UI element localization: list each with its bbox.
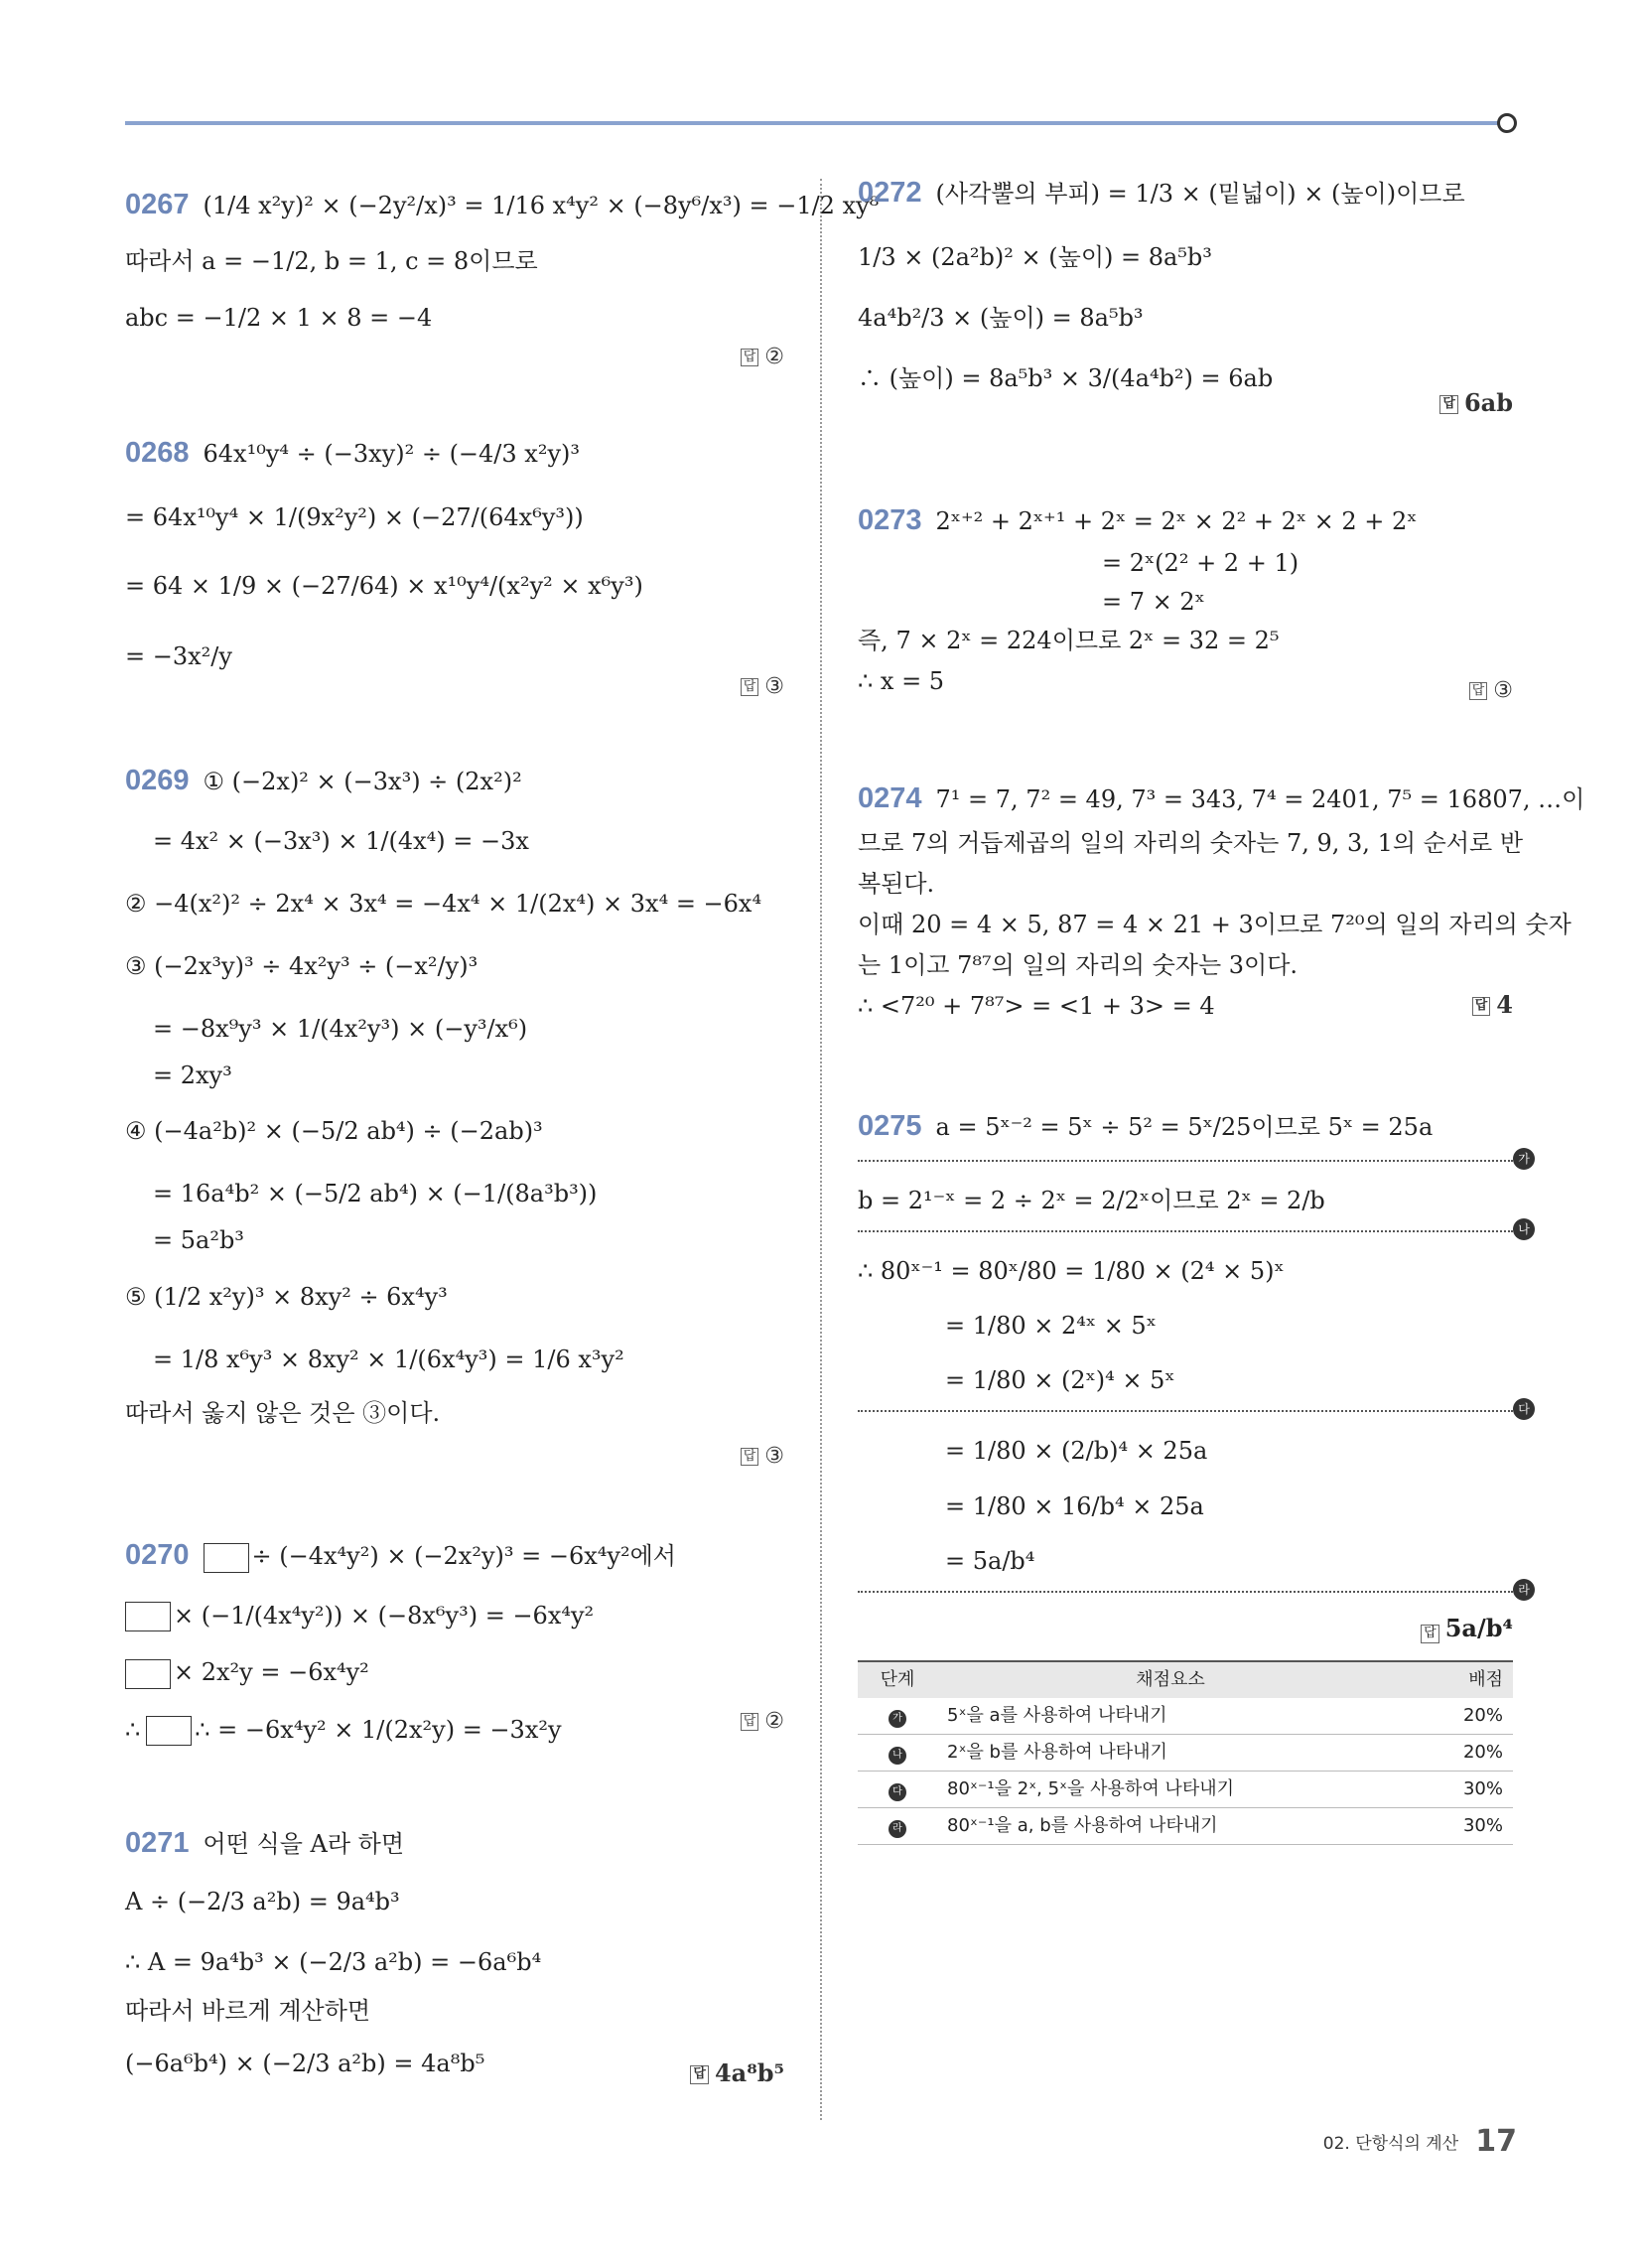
header-criterion: 채점요소 bbox=[937, 1661, 1404, 1697]
solution-line: ∴ = −6x⁴y² × 1/(2x²y) = −3x²y bbox=[195, 1715, 562, 1744]
problem-number: 0268 bbox=[125, 437, 190, 469]
answer bbox=[741, 1443, 784, 1472]
solution-line: = 5a²b³ bbox=[153, 1226, 244, 1254]
criterion: 80ˣ⁻¹을 2ˣ, 5ˣ을 사용하여 나타내기 bbox=[937, 1771, 1404, 1807]
answer-value: ② bbox=[764, 345, 784, 369]
chapter-title: 02. 단항식의 계산 bbox=[1322, 2134, 1459, 2154]
criterion: 2ˣ을 b를 사용하여 나타내기 bbox=[937, 1734, 1404, 1771]
criterion: 5ˣ을 a를 사용하여 나타내기 bbox=[937, 1698, 1404, 1735]
answer-mark: 답 bbox=[1469, 682, 1488, 701]
answer-value: 4a⁸b⁵ bbox=[714, 2058, 784, 2087]
problem-number: 0272 bbox=[858, 177, 922, 209]
problem-number: 0271 bbox=[125, 1827, 190, 1859]
solution-line: 즉, 7 × 2ˣ = 224이므로 2ˣ = 32 = 2⁵ bbox=[858, 627, 1280, 655]
page-footer bbox=[1323, 2124, 1517, 2159]
solution-line: ∴ <7²⁰ + 7⁸⁷> = <1 + 3> = 4 bbox=[858, 992, 1215, 1021]
answer bbox=[741, 344, 784, 372]
right-column bbox=[858, 169, 1585, 1845]
solution-line: × 2x²y = −6x⁴y² bbox=[174, 1658, 369, 1687]
step-label: 가 bbox=[889, 1710, 906, 1728]
answer-mark: 답 bbox=[741, 349, 759, 367]
step-divider bbox=[858, 1151, 1530, 1166]
solution-line: ⑤ (1/2 x²y)³ × 8xy² ÷ 6x⁴y³ bbox=[125, 1283, 448, 1312]
solution-line: 따라서 옳지 않은 것은 ③이다. bbox=[125, 1398, 441, 1427]
problem-number: 0270 bbox=[125, 1539, 190, 1571]
solution-line: 4a⁴b²/3 × (높이) = 8a⁵b³ bbox=[858, 303, 1144, 332]
blank-box bbox=[125, 1602, 171, 1631]
table-row bbox=[858, 1807, 1513, 1844]
problem-number: 0274 bbox=[858, 782, 922, 814]
points: 20% bbox=[1404, 1734, 1513, 1771]
answer-mark: 답 bbox=[741, 678, 759, 697]
solution-line: (1/4 x²y)² × (−2y²/x)³ = 1/16 x⁴y² × (−8y⁶/x³) = −1/2 xy⁸ bbox=[203, 192, 880, 219]
solution-line: abc = −1/2 × 1 × 8 = −4 bbox=[125, 303, 433, 332]
solution-line: 므로 7의 거듭제곱의 일의 자리의 숫자는 7, 9, 3, 1의 순서로 반 bbox=[858, 828, 1524, 857]
solution-line: ∴ 80ˣ⁻¹ = 80ˣ/80 = 1/80 × (2⁴ × 5)ˣ bbox=[858, 1256, 1285, 1285]
solution-line: 2ˣ⁺² + 2ˣ⁺¹ + 2ˣ = 2ˣ × 2² + 2ˣ × 2 + 2ˣ bbox=[935, 507, 1418, 535]
problem-0267 bbox=[125, 187, 880, 415]
problem-number: 0275 bbox=[858, 1110, 922, 1142]
step-label: 라 bbox=[1513, 1579, 1535, 1601]
left-column bbox=[125, 169, 880, 2103]
problem-0274 bbox=[858, 780, 1585, 1108]
criterion: 80ˣ⁻¹을 a, b를 사용하여 나타내기 bbox=[937, 1807, 1404, 1844]
table-row bbox=[858, 1698, 1513, 1735]
problem-0272 bbox=[858, 175, 1513, 502]
solution-line: 7¹ = 7, 7² = 49, 7³ = 343, 7⁴ = 2401, 7⁵ = 16807, …이 bbox=[935, 785, 1585, 813]
solution-line: = 1/80 × 16/b⁴ × 25a bbox=[945, 1491, 1204, 1520]
header-rule bbox=[125, 121, 1505, 125]
header-points: 배점 bbox=[1404, 1661, 1513, 1697]
solution-line: 는 1이고 7⁸⁷의 일의 자리의 숫자는 3이다. bbox=[858, 951, 1299, 980]
solution-line: 따라서 a = −1/2, b = 1, c = 8이므로 bbox=[125, 246, 538, 275]
solution-line: ③ (−2x³y)³ ÷ 4x²y³ ÷ (−x²/y)³ bbox=[125, 952, 479, 981]
solution-line: 1/3 × (2a²b)² × (높이) = 8a⁵b³ bbox=[858, 242, 1212, 271]
answer-row bbox=[858, 1613, 1513, 1644]
problem-0273 bbox=[858, 502, 1513, 780]
solution-line: b = 2¹⁻ˣ = 2 ÷ 2ˣ = 2/2ˣ이므로 2ˣ = 2/b bbox=[858, 1186, 1325, 1214]
solution-line: ④ (−4a²b)² × (−5/2 ab⁴) ÷ (−2ab)³ bbox=[125, 1116, 543, 1145]
step-label: 나 bbox=[1513, 1218, 1535, 1240]
solution-line: a = 5ˣ⁻² = 5ˣ ÷ 5² = 5ˣ/25이므로 5ˣ = 25a bbox=[935, 1113, 1434, 1141]
solution-line: = 7 × 2ˣ bbox=[1102, 587, 1205, 616]
solution-line: ② −4(x²)² ÷ 2x⁴ × 3x⁴ = −4x⁴ × 1/(2x⁴) × 3x⁴ = −6x⁴ bbox=[125, 889, 762, 918]
header-rule-dot bbox=[1497, 113, 1517, 133]
problem-0275 bbox=[858, 1108, 1530, 1845]
solution-line: 따라서 바르게 계산하면 bbox=[125, 1997, 371, 2026]
points: 20% bbox=[1404, 1698, 1513, 1735]
solution-line: = 16a⁴b² × (−5/2 ab⁴) × (−1/(8a³b³)) bbox=[153, 1179, 598, 1207]
step-label: 다 bbox=[1513, 1398, 1535, 1420]
answer bbox=[741, 673, 784, 702]
answer-mark: 답 bbox=[690, 2065, 709, 2084]
solution-line: = 5a/b⁴ bbox=[945, 1546, 1035, 1575]
solution-line: 64x¹⁰y⁴ ÷ (−3xy)² ÷ (−4/3 x²y)³ bbox=[203, 440, 580, 468]
problem-number: 0273 bbox=[858, 504, 922, 536]
step-label: 가 bbox=[1513, 1148, 1535, 1170]
blank-box bbox=[204, 1543, 249, 1573]
answer-value: ② bbox=[764, 1709, 784, 1734]
solution-line: (사각뿔의 부피) = 1/3 × (밑넓이) × (높이)이므로 bbox=[935, 180, 1465, 208]
solution-line: = 1/80 × (2/b)⁴ × 25a bbox=[945, 1437, 1208, 1466]
step-label: 다 bbox=[889, 1783, 906, 1801]
solution-line: 어떤 식을 A라 하면 bbox=[203, 1830, 405, 1858]
answer bbox=[1469, 677, 1513, 706]
step-label: 나 bbox=[889, 1747, 906, 1765]
solution-line: = 64 × 1/9 × (−27/64) × x¹⁰y⁴/(x²y² × x⁶y³) bbox=[125, 571, 643, 600]
answer bbox=[1421, 1614, 1513, 1642]
answer-value: 5a/b⁴ bbox=[1444, 1614, 1513, 1642]
problem-number: 0269 bbox=[125, 765, 190, 796]
answer-mark: 답 bbox=[1472, 997, 1491, 1016]
problem-0268 bbox=[125, 435, 784, 763]
answer-value: ③ bbox=[764, 674, 784, 699]
solution-line: ∴ x = 5 bbox=[858, 667, 945, 696]
answer bbox=[1472, 989, 1513, 1020]
answer-mark: 답 bbox=[1439, 395, 1458, 414]
solution-line: × (−1/(4x⁴y²)) × (−8x⁶y³) = −6x⁴y² bbox=[174, 1601, 595, 1630]
step-divider bbox=[858, 1402, 1530, 1417]
solution-line: = 2xy³ bbox=[153, 1062, 232, 1090]
solution-line: 복된다. bbox=[858, 869, 935, 898]
problem-0269 bbox=[125, 763, 784, 1537]
step-divider bbox=[858, 1221, 1530, 1236]
header-step: 단계 bbox=[858, 1661, 937, 1697]
solution-line: (−6a⁶b⁴) × (−2/3 a²b) = 4a⁸b⁵ bbox=[125, 2050, 485, 2078]
answer-value: 6ab bbox=[1463, 388, 1513, 417]
problem-0270: 0270 ÷ (−4x⁴y²) × (−2x²y)³ = −6x⁴y²에서 × (−1/(4x⁴y²)) × (−8x⁶y³) = −6x⁴y² × 2x²y = −6x⁴y² ∴ ∴ = −6x⁴y² × 1/(2x²y) = −3x²y 답 ② bbox=[125, 1537, 784, 1825]
table-row bbox=[858, 1734, 1513, 1771]
solution-line: = 1/80 × (2ˣ)⁴ × 5ˣ bbox=[945, 1366, 1175, 1395]
answer bbox=[741, 1708, 784, 1737]
table-row bbox=[858, 1771, 1513, 1807]
solution-line: = 1/80 × 2⁴ˣ × 5ˣ bbox=[945, 1312, 1157, 1341]
blank-box bbox=[125, 1659, 171, 1689]
points: 30% bbox=[1404, 1771, 1513, 1807]
solution-line: = 64x¹⁰y⁴ × 1/(9x²y²) × (−27/(64x⁶y³)) bbox=[125, 502, 584, 531]
answer bbox=[1439, 387, 1513, 418]
page-number: 17 bbox=[1475, 2124, 1517, 2159]
blank-box bbox=[146, 1716, 192, 1746]
answer-mark: 답 bbox=[741, 1713, 759, 1732]
step-label: 라 bbox=[889, 1820, 906, 1838]
problem-number: 0267 bbox=[125, 189, 190, 220]
solution-line: ∴ A = 9a⁴b³ × (−2/3 a²b) = −6a⁶b⁴ bbox=[125, 1947, 542, 1976]
solution-line: A ÷ (−2/3 a²b) = 9a⁴b³ bbox=[125, 1887, 400, 1915]
answer-mark: 답 bbox=[741, 1448, 759, 1467]
solution-line: = −3x²/y bbox=[125, 642, 232, 671]
solution-line: = 2ˣ(2² + 2 + 1) bbox=[1102, 548, 1300, 577]
solution-line: = 4x² × (−3x³) × 1/(4x⁴) = −3x bbox=[153, 826, 529, 855]
answer-value: ③ bbox=[1493, 678, 1513, 703]
solution-line: ① (−2x)² × (−3x³) ÷ (2x²)² bbox=[203, 768, 522, 795]
problem-0271 bbox=[125, 1825, 784, 2103]
answer bbox=[690, 2057, 784, 2088]
solution-line: = −8x⁹y³ × 1/(4x²y³) × (−y³/x⁶) bbox=[153, 1015, 528, 1044]
answer-mark: 답 bbox=[1421, 1625, 1439, 1643]
step-divider bbox=[858, 1583, 1530, 1597]
solution-line: = 1/8 x⁶y³ × 8xy² × 1/(6x⁴y³) = 1/6 x³y² bbox=[153, 1346, 624, 1374]
solution-line: ÷ (−4x⁴y²) × (−2x²y)³ = −6x⁴y²에서 bbox=[251, 1542, 676, 1570]
scoring-table bbox=[858, 1660, 1513, 1844]
answer-value: 4 bbox=[1496, 990, 1513, 1019]
solution-line: 이때 20 = 4 × 5, 87 = 4 × 21 + 3이므로 7²⁰의 일의 자리의 숫자 bbox=[858, 911, 1572, 939]
column-divider bbox=[820, 179, 822, 2120]
points: 30% bbox=[1404, 1807, 1513, 1844]
solution-line: ∴ (높이) = 8a⁵b³ × 3/(4a⁴b²) = 6ab bbox=[858, 364, 1274, 393]
answer-value: ③ bbox=[764, 1444, 784, 1469]
